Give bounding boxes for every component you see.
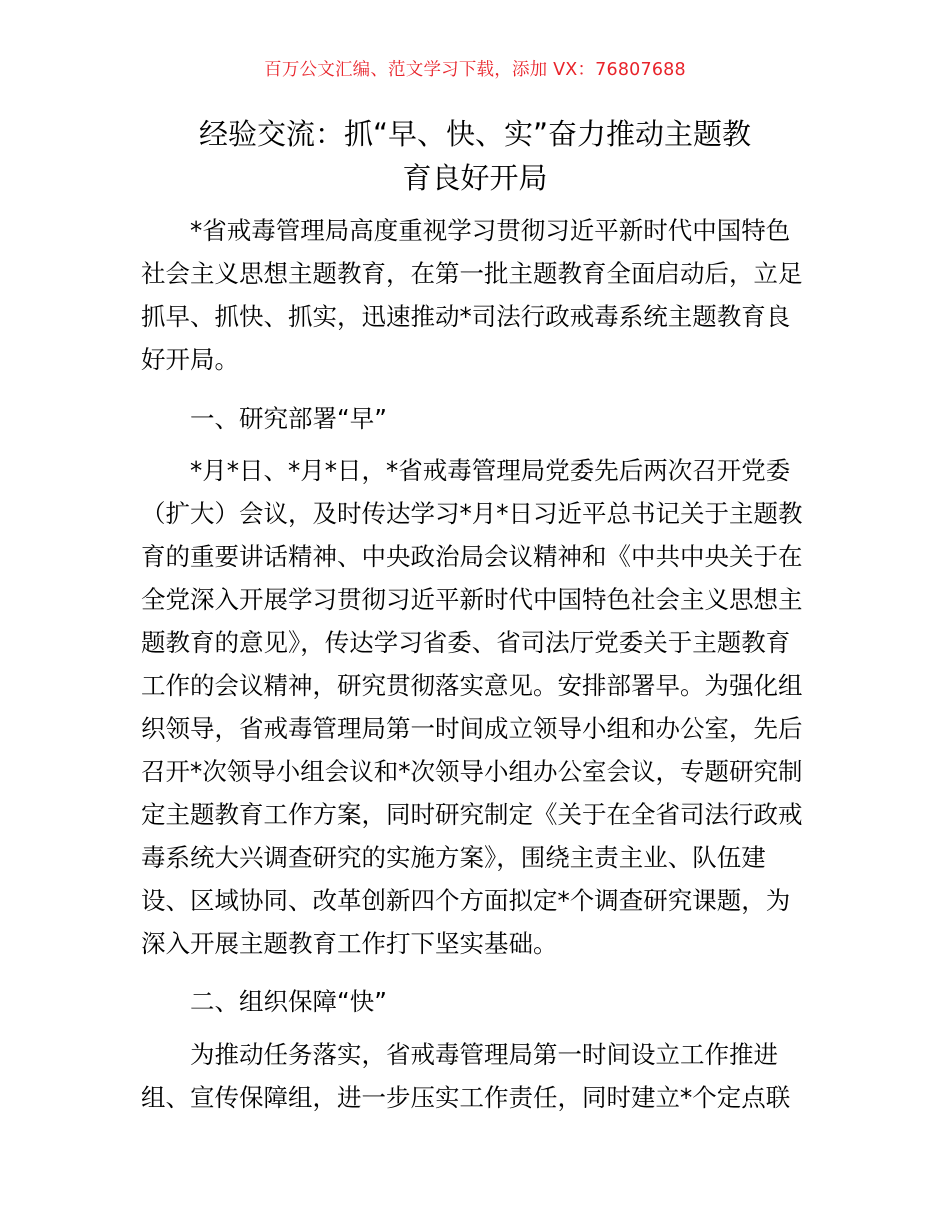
paragraph-line: 组、宣传保障组，进一步压实工作责任，同时建立*个定点联 [141,1083,791,1112]
paragraph-line: 好开局。 [141,345,239,374]
paragraph-line: 召开*次领导小组会议和*次领导小组办公室会议，专题研究制 [141,757,803,786]
paragraph-line: （扩大）会议，及时传达学习*月*日习近平总书记关于主题教 [141,499,803,528]
section-heading-2 [141,980,811,1023]
paragraph-line: 全党深入开展学习贯彻习近平新时代中国特色社会主义思想主 [141,585,803,614]
section1-paragraph [141,449,811,965]
paragraph-line: 抓早、抓快、抓实，迅速推动*司法行政戒毒系统主题教育良 [141,302,791,331]
paragraph-line: *省戒毒管理局高度重视学习贯彻习近平新时代中国特色 [190,216,791,245]
document-title [140,112,810,200]
paragraph-line: 定主题教育工作方案，同时研究制定《关于在全省司法行政戒 [141,800,803,829]
section-heading: 二、组织保障“快” [190,987,387,1016]
title-line: 经验交流：抓“早、快、实”奋力推动主题教 [198,117,752,151]
paragraph-line: 为推动任务落实，省戒毒管理局第一时间设立工作推进 [190,1040,778,1069]
section-heading: 一、研究部署“早” [190,404,387,433]
paragraph-line: 设、区域协同、改革创新四个方面拟定*个调查研究课题，为 [141,886,791,915]
title-line: 育良好开局 [402,161,548,195]
section-heading-1 [141,397,811,440]
paragraph-line: 社会主义思想主题教育，在第一批主题教育全面启动后，立足 [141,259,803,288]
header-banner: 百万公文汇编、范文学习下载，添加 VX：76807688 [264,60,686,80]
paragraph-line: 工作的会议精神，研究贯彻落实意见。安排部署早。为强化组 [141,671,803,700]
paragraph-line: 织领导，省戒毒管理局第一时间成立领导小组和办公室，先后 [141,714,803,743]
paragraph-line: 毒系统大兴调查研究的实施方案》，围绕主责主业、队伍建 [141,843,766,872]
intro-paragraph [141,209,811,381]
section2-paragraph [141,1033,811,1119]
paragraph-line: 深入开展主题教育工作打下坚实基础。 [141,929,558,958]
paragraph-line: 育的重要讲话精神、中央政治局会议精神和《中共中央关于在 [141,542,803,571]
paragraph-line: *月*日、*月*日，*省戒毒管理局党委先后两次召开党委 [190,456,791,485]
paragraph-line: 题教育的意见》，传达学习省委、省司法厅党委关于主题教育 [141,628,791,657]
